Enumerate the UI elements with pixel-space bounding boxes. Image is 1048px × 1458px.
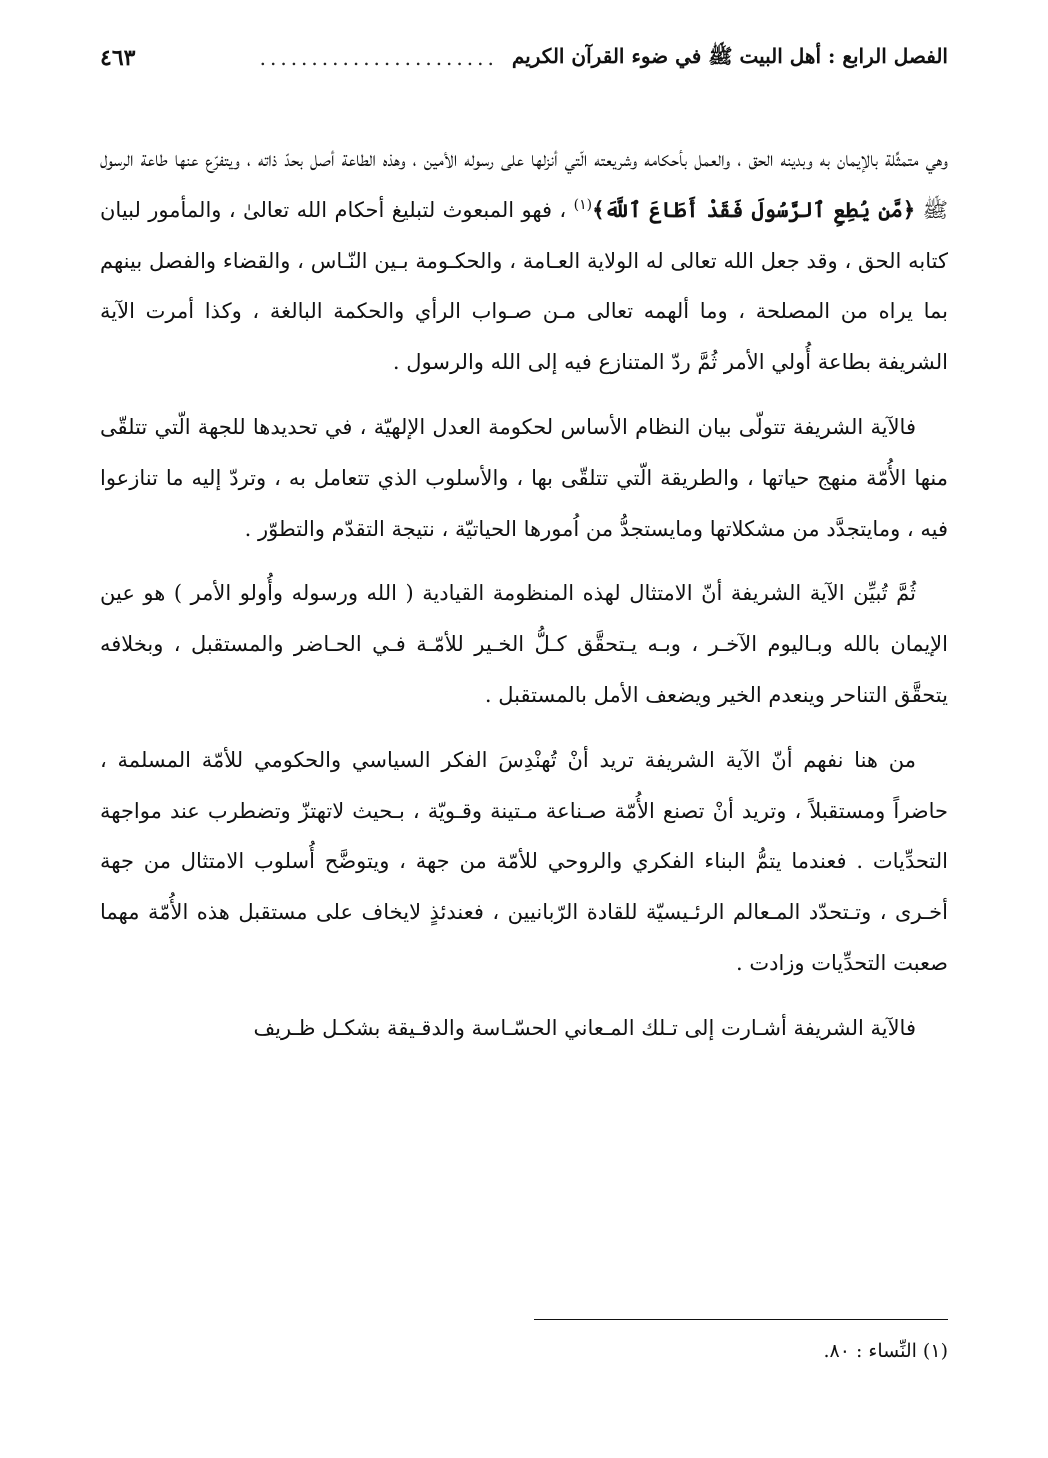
paragraph-3: ثُمَّ تُبيِّن الآية الشريفة أنّ الامتثال لهذه المنظومة القيادية ( الله ورسوله وأُولو الأمر ) هو عين الإيمان بالله وبـاليوم الآخـر ، وبـه يـتحقَّق كـلُّ الخـير للأمّـة فـي الحـاضر والمستقبل ، وبخلافه يتحقَّق التناحر وينعدم الخير ويضعف الأمل بالمستقبل . [100, 581, 948, 707]
chapter-title: الفصل الرابع : أهل البيت ﷺ في ضوء القرآن الكريم [511, 43, 948, 68]
paragraph-1-text-a: وهي متمثِّلة بالإيمان به وبدينه الحق ، والعمل بأحكامه وشريعته الّتي أنزلها على رسوله الأمين ، وهذه الطاعة أصل بحدّ ذاته ، ويتفرّع عنها طاعة الرسول ﷺ [100, 147, 948, 222]
paragraph-1-text-b: ، فهو المبعوث لتبليغ أحكام الله تعالىٰ ، والمأمور لبيان كتابه الحق ، وقد جعل الله تعالى له الولاية العـامة ، والحكـومة بـين النّـاس ، والقضاء والفصل بينهم بما يراه من المصلحة ، وما ألهمه تعالى مـن صـواب الرأي والحكمة البالغة ، وكذا أمرت الآية الشريفة بطاعة أُولي الأمر ثُمَّ ردّ المتنازع فيه إلى الله والرسول . [100, 197, 948, 375]
quran-verse: ﴿مَّن يُطِعِ ٱلرَّسُولَ فَقَدْ أَطَاعَ ٱللَّهَ﴾ [592, 196, 916, 222]
paragraph-4: من هنا نفهم أنّ الآية الشريفة تريد أنْ تُهنْدِسَ الفكر السياسي والحكومي للأمّة المسلمة ، حاضراً ومستقبلاً ، وتريد أنْ تصنع الأُمّة صـناعة مـتينة وقـويّة ، بـحيث لاتهتزّ وتضطرب عند مواجهة التحدِّيات . فعندما يتمُّ البناء الفكري والروحي للأمّة من جهة ، ويتوضَّح أُسلوب الامتثال من جهة أخـرى ، وتـتحدّد المـعالم الرئـيسيّة للقادة الرّبانيين ، فعندئذٍ لايخاف على مستقبل هذه الأُمّة مهما صعبت التحدِّيات وزادت . [100, 747, 948, 975]
page-number: ٤٦٣ [100, 45, 136, 71]
running-header [100, 36, 948, 80]
book-page [100, 36, 948, 1416]
body-text [100, 134, 948, 1054]
header-leader-dots: ....................... [259, 46, 498, 70]
paragraph-1 [100, 134, 948, 388]
footnote-separator [534, 1319, 948, 1320]
paragraph-5: فالآية الشريفة أشـارت إلى تـلك المـعاني الحسّـاسة والدقـيقة بشكـل ظـريف [253, 1015, 916, 1040]
paragraph-2: فالآية الشريفة تتولّى بيان النظام الأساس لحكومة العدل الإلهيّة ، في تحديدها للجهة الّتي تتلقّى منها الأُمّة منهج حياتها ، والطريقة الّتي تتلقّى بها ، والأسلوب الذي تتعامل به ، وتردّ إليه ما تنازعوا فيه ، ومايتجدَّد من مشكلاتها ومايستجدُّ من اُمورها الحياتيّة ، نتيجة التقدّم والتطوّر . [100, 414, 948, 541]
footnote-1: (١) النِّساء : ٨٠. [823, 1340, 948, 1362]
footnotes [100, 1319, 948, 1366]
footnote-reference: (١) [573, 196, 593, 213]
